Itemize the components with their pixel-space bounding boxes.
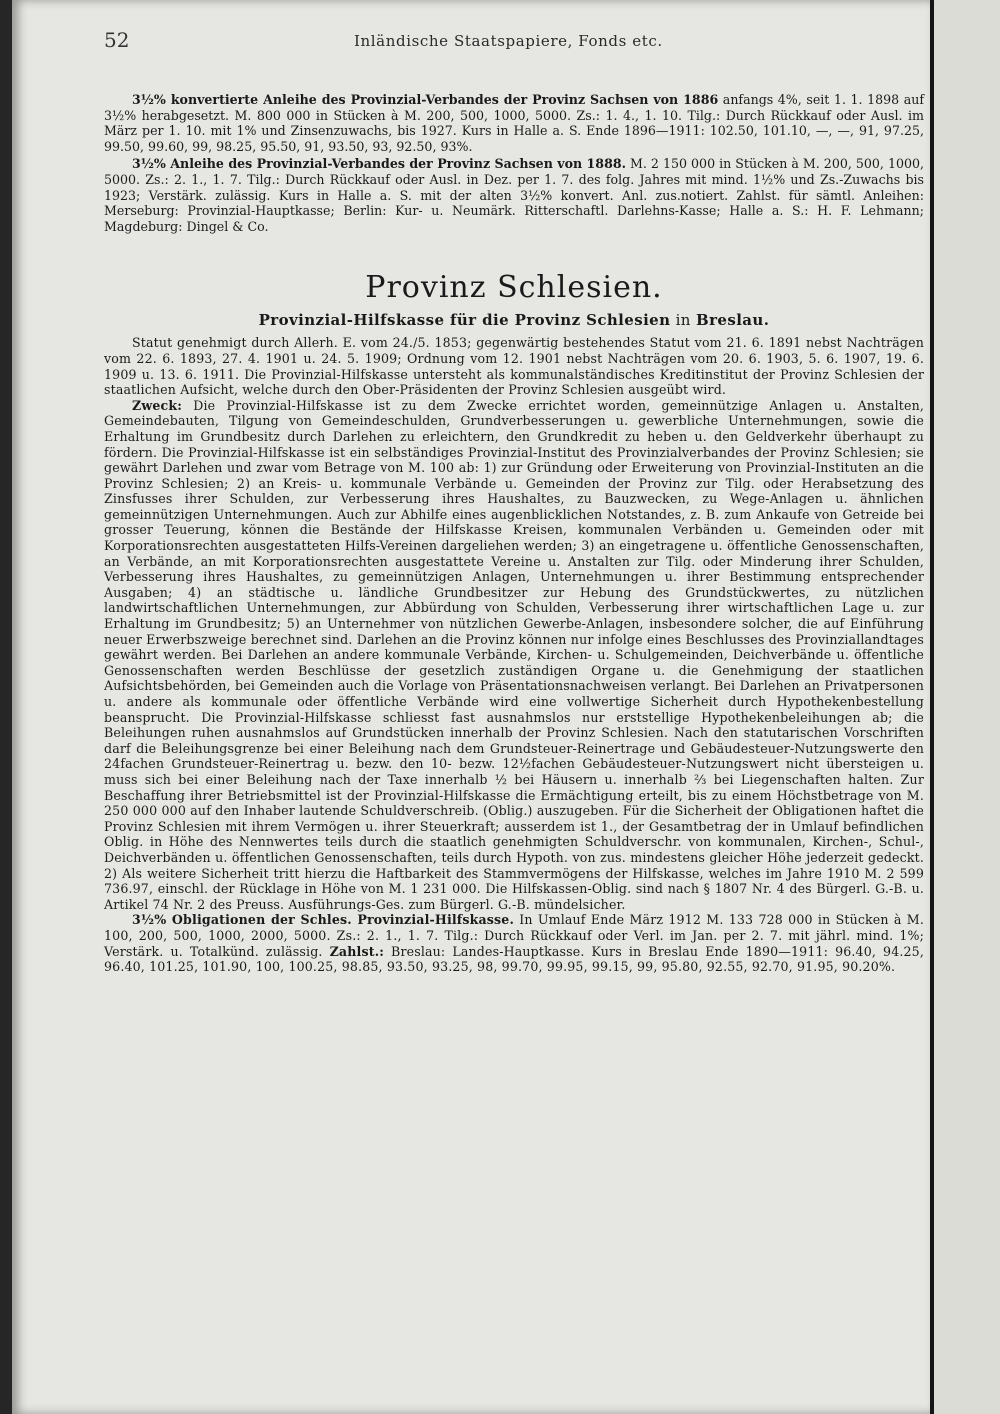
- scan-edge-left: [0, 0, 12, 1414]
- entry-text: M. 2 150 000 in Stücken à M. 200, 500, 1000, 5000. Zs.: 2. 1., 1. 7. Tilg.: Durch Rückkauf oder Ausl. in Dez. per 1. 7. des folg. Jahres mit mind. 1½% und Zs.-Zuwachs bis 1923; Verstärk. zulässig. Kurs in Halle a. S. mit der alten 3½% konvert. Anl. zus.notiert. Zahlst. für sämtl. Anleihen: Merseburg: Provinzial-Hauptkasse; Berlin: Kur- u. Neumärk. Ritterschaftl. Darlehns-Kasse; Halle a. S.: H. F. Lehmann; Magdeburg: Dingel & Co.: [104, 156, 924, 234]
- zweck-paragraph: [104, 398, 924, 913]
- subheading-place: Breslau.: [696, 311, 770, 330]
- zahlstellen-label: Zahlst.:: [329, 943, 385, 959]
- entry-sachsen-1886: [104, 92, 924, 154]
- running-head: [104, 28, 924, 58]
- book-page: [12, 0, 930, 1414]
- section-heading: Provinz Schlesien.: [365, 270, 663, 306]
- entry-sachsen-1888: [104, 156, 924, 234]
- header-title: Inländische Staatspapiere, Fonds etc.: [354, 32, 663, 50]
- entry-text: anfangs 4%, seit 1. 1. 1898 auf 3½% herabgesetzt. M. 800 000 in Stücken à M. 200, 500, 1000, 5000. Zs.: 1. 4., 1. 10. Tilg.: Durch Rückkauf oder Ausl. im März per 1. 10. mit 1% und Zinsenzuwachs, bis 1927. Kurs in Halle a. S. Ende 1896—1911: 102.50, 101.10, —, —, 91, 97.25, 99.50, 99.60, 99, 98.25, 95.50, 91, 93.50, 93, 92.50, 93%.: [104, 92, 925, 154]
- obligationen-title: 3½% Obligationen der Schles. Provinzial-Hilfskasse.: [132, 912, 514, 928]
- zweck-label: Zweck:: [132, 397, 182, 413]
- page-number: 52: [104, 28, 130, 52]
- zahlstellen-text: Breslau: Landes-Hauptkasse. Kurs in Breslau Ende 1890—1911: 96.40, 94.25, 96.40, 101.25, 101.90, 100, 100.25, 98.85, 93.50, 93.25, 98, 99.70, 99.95, 99.15, 99, 95.80, 92.55, 92.70, 91.95, 90.20%.: [104, 943, 924, 975]
- zweck-text: Die Provinzial-Hilfskasse ist zu dem Zwecke errichtet worden, gemeinnützige Anlagen u. Anstalten, Gemeindebauten, Tilgung von Gemeindeschulden, Grundverbesserungen u. gewerbliche Unternehmungen, sowie die Erhaltung im Grundbesitz durch Darlehen zu erleichtern, den Grundkredit zu heben u. den Geldverkehr überhaupt zu fördern. Die Provinzial-Hilfskasse ist ein selbständiges Provinzial-Institut des Provinzialverbandes der Provinz Schlesien; sie gewährt Darlehen und zwar vom Betrage von M. 100 ab: 1) zur Gründung oder Erweiterung von Provinzial-Instituten an die Provinz Schlesien; 2) an Kreis- u. kommunale Verbände u. Gemeinden der Provinz zur Tilg. oder Herabsetzung des Zinsfusses ihrer Schulden, zur Verbesserung ihres Haushaltes, zu Bauzwecken, zu Wege-Anlagen u. ähnlichen gemeinnützigen Unternehmungen. Auch zur Abhilfe eines augenblicklichen Notstandes, z. B. zum Ankaufe von Getreide bei grosser Teuerung, können die Bestände der Hilfskasse Kreisen, kommunalen Verbänden u. Gemeinden oder mit Korporationsrechten ausgestatteten Hilfs-Vereinen dargeliehen werden; 3) an eingetragene u. öffentliche Genossenschaften, an Verbände, an mit Korporationsrechten ausgestattete Vereine u. Anstalten zur Tilg. oder Minderung ihrer Schulden, Verbesserung ihres Haushaltes, zu gemeinnützigen Anlagen, Unternehmungen u. ihrer Bestimmung entsprechender Ausgaben; 4) an städtische u. ländliche Grundbesitzer zur Hebung des Grundstückwertes, zu nützlichen landwirtschaftlichen Unternehmungen, zur Abbürdung von Schulden, Verbesserung ihrer wirtschaftlichen Lage u. zur Erhaltung im Grundbesitz; 5) an Unternehmer von nützlichen Gewerbe-Anlagen, insbesondere solcher, die auf Einführung neuer Erwerbszweige berechnet sind. Darlehen an die Provinz können nur infolge eines Beschlusses des Provinziallandtages gewährt werden. Bei Darlehen an andere kommunale Verbände, Kirchen- u. Schulgemeinden, Deichverbände u. öffentliche Genossenschaften werden Beschlüsse der gesetzlich zuständigen Organe u. die Genehmigung der staatlichen Aufsichtsbehörden, bei Gemeinden auch die Vorlage von Präsentationsnachweisen verlangt. Bei Darlehen an Privatpersonen u. andere als kommunale oder öffentliche Verbände wird eine vollwertige Sicherheit durch Hypothekenbestellung beansprucht. Die Provinzial-Hilfskasse schliesst fast ausnahmslos nur erststellige Hypothekenbeleihungen ab; die Beleihungen ruhen ausnahmslos auf Grundstücken innerhalb der Provinz Schlesien. Nach den statutarischen Vorschriften darf die Beleihungsgrenze bei einer Beleihung nach dem Grundsteuer-Reinertrage und Gebäudesteuer-Nutzungswerte den 24fachen Grundsteuer-Reinertrag u. bezw. den 10- bezw. 12½fachen Gebäudesteuer-Nutzungswert nicht übersteigen u. muss sich bei einer Beleihung nach der Taxe innerhalb ½ bei Häusern u. innerhalb ⅔ bei Liegenschaften halten. Zur Beschaffung ihrer Betriebsmittel ist der Provinzial-Hilfskasse die Ermächtigung erteilt, bis zu einem Höchstbetrage von M. 250 000 000 auf den Inhaber lautende Schuldverschreib. (Oblig.) auszugeben. Für die Sicherheit der Obligationen haftet die Provinz Schlesien mit ihrem Vermögen u. ihrer Steuerkraft; ausserdem ist 1., der Gesamtbetrag der in Umlauf befindlichen Oblig. in Höhe des Nennwertes teils durch die staatlich genehmigten Schuldverschr. von kommunalen, Kirchen-, Schul-, Deichverbänden u. öffentlichen Genossenschaften, teils durch Hypoth. von zus. mindestens gleicher Höhe jederzeit gedeckt. 2) Als weitere Sicherheit tritt hierzu die Haftbarkeit des Stammvermögens der Hilfskasse, welches im Jahre 1910 M. 2 599 736.97, einschl. der Rücklage in Höhe von M. 1 231 000. Die Hilfskassen-Oblig. sind nach § 1807 Nr. 4 des Bürgerl. G.-B. u. Artikel 74 Nr. 2 des Preuss. Ausführungs-Ges. zum Bürgerl. G.-B. mündelsicher.: [104, 397, 924, 912]
- section-subheading: [104, 311, 924, 329]
- statut-paragraph: Statut genehmigt durch Allerh. E. vom 24./5. 1853; gegenwärtig bestehendes Statut vom 21. 6. 1891 nebst Nachträgen vom 22. 6. 1893, 27. 4. 1901 u. 24. 5. 1909; Ordnung vom 12. 1901 nebst Nachträgen vom 20. 6. 1903, 5. 6. 1907, 19. 6. 1909 u. 13. 6. 1911. Die Provinzial-Hilfskasse untersteht als kommunalständisches Kreditinstitut der Provinz Schlesien der staatlichen Aufsicht, welche durch den Ober-Präsidenten der Provinz Schlesien ausgeübt wird.: [104, 335, 924, 398]
- subheading-main: Provinzial-Hilfskasse für die Provinz Schlesien: [258, 311, 671, 330]
- entry-title: 3½% Anleihe des Provinzial-Verbandes der Provinz Sachsen von 1888.: [132, 156, 626, 172]
- adjacent-page-edge: [934, 0, 1000, 1414]
- page-content: [104, 28, 924, 975]
- obligationen-paragraph: [104, 912, 924, 974]
- obligationen-text: In Umlauf Ende März 1912 M. 133 728 000 in Stücken à M. 100, 200, 500, 1000, 2000, 5000. Zs.: 2. 1., 1. 7. Tilg.: Durch Rückkauf oder Verl. im Jan. per 2. 7. mit jährl. mind. 1%; Verstärk. u. Totalkünd. zulässig.: [104, 912, 925, 959]
- entry-title: 3½% konvertierte Anleihe des Provinzial-Verbandes der Provinz Sachsen von 1886: [132, 92, 719, 107]
- subheading-in: in: [670, 311, 697, 330]
